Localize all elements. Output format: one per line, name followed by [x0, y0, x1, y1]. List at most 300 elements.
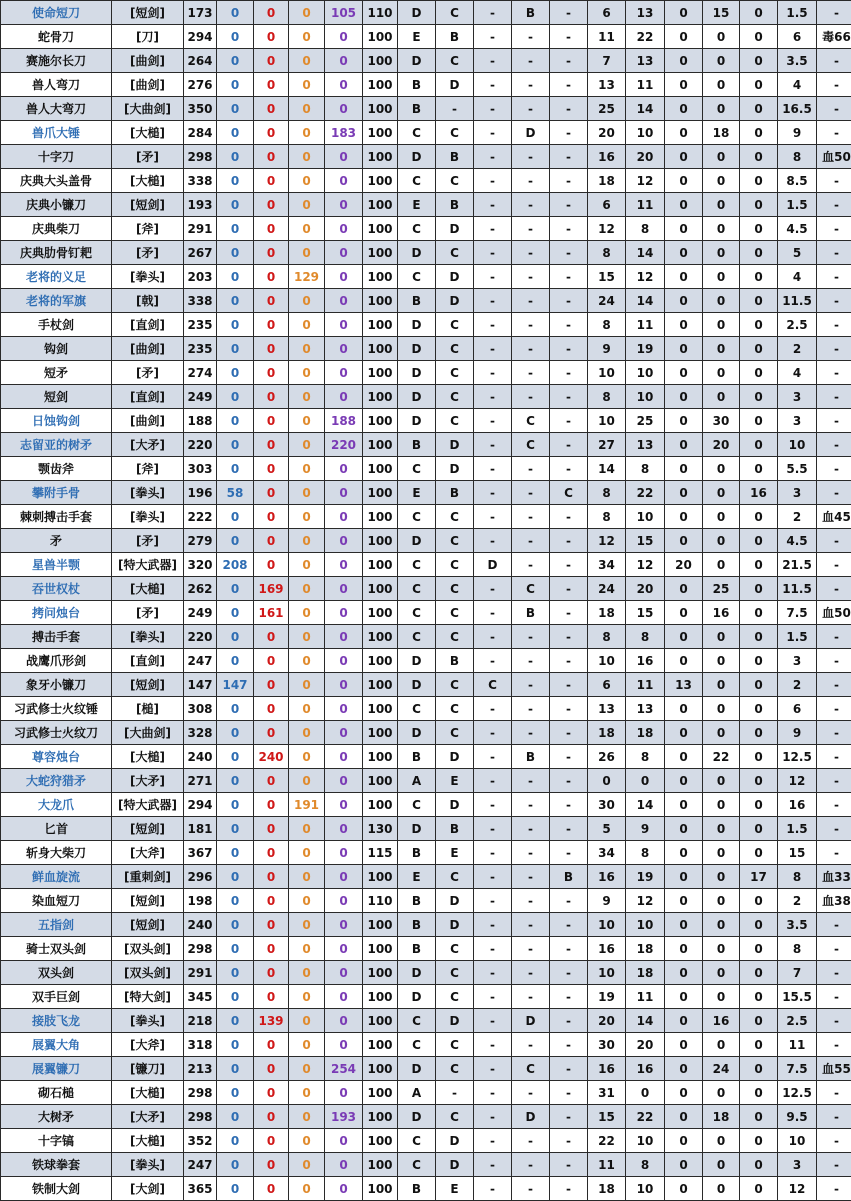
holy-attack: 183: [325, 121, 363, 145]
lightning-attack: 0: [289, 841, 325, 865]
scaling-1: C: [398, 697, 436, 721]
stability: 100: [363, 1105, 398, 1129]
scaling-5: -: [550, 817, 588, 841]
weapon-name: 搏击手套: [1, 625, 112, 649]
physical-attack: 365: [184, 1177, 217, 1201]
req-1: 5: [588, 817, 626, 841]
req-4: 0: [703, 505, 740, 529]
scaling-2: C: [436, 865, 474, 889]
magic-attack: 147: [217, 673, 254, 697]
req-1: 8: [588, 313, 626, 337]
req-5: 0: [740, 193, 778, 217]
req-2: 19: [626, 337, 665, 361]
req-1: 18: [588, 601, 626, 625]
magic-attack: 0: [217, 1057, 254, 1081]
lightning-attack: 0: [289, 49, 325, 73]
req-4: 18: [703, 121, 740, 145]
weapon-type: [斧]: [112, 457, 184, 481]
status-effect: -: [817, 817, 851, 841]
req-3: 0: [665, 121, 703, 145]
scaling-2: B: [436, 193, 474, 217]
stability: 100: [363, 697, 398, 721]
scaling-4: C: [512, 577, 550, 601]
req-1: 25: [588, 97, 626, 121]
weapon-name: 棘刺搏击手套: [1, 505, 112, 529]
holy-attack: 0: [325, 793, 363, 817]
scaling-4: -: [512, 289, 550, 313]
scaling-3: -: [474, 433, 512, 457]
req-4: 25: [703, 577, 740, 601]
lightning-attack: 0: [289, 577, 325, 601]
req-5: 0: [740, 649, 778, 673]
scaling-4: -: [512, 481, 550, 505]
req-5: 0: [740, 1129, 778, 1153]
magic-attack: 0: [217, 937, 254, 961]
magic-attack: 0: [217, 241, 254, 265]
physical-attack: 247: [184, 1153, 217, 1177]
lightning-attack: 0: [289, 769, 325, 793]
table-row: [1, 241, 851, 265]
holy-attack: 0: [325, 529, 363, 553]
scaling-4: C: [512, 409, 550, 433]
scaling-2: C: [436, 985, 474, 1009]
weight: 2: [778, 889, 817, 913]
scaling-3: -: [474, 505, 512, 529]
req-4: 0: [703, 49, 740, 73]
holy-attack: 220: [325, 433, 363, 457]
weight: 12: [778, 769, 817, 793]
weight: 4.5: [778, 217, 817, 241]
req-1: 10: [588, 361, 626, 385]
scaling-5: -: [550, 289, 588, 313]
table-row: [1, 745, 851, 769]
table-row: [1, 985, 851, 1009]
req-2: 19: [626, 865, 665, 889]
holy-attack: 0: [325, 649, 363, 673]
fire-attack: 0: [254, 193, 289, 217]
fire-attack: 0: [254, 1105, 289, 1129]
physical-attack: 318: [184, 1033, 217, 1057]
scaling-3: -: [474, 961, 512, 985]
weapon-type: [戟]: [112, 289, 184, 313]
req-1: 8: [588, 481, 626, 505]
req-3: 0: [665, 985, 703, 1009]
scaling-2: C: [436, 577, 474, 601]
status-effect: -: [817, 217, 851, 241]
table-row: [1, 49, 851, 73]
stability: 100: [363, 529, 398, 553]
status-effect: -: [817, 313, 851, 337]
req-5: 0: [740, 73, 778, 97]
scaling-1: B: [398, 289, 436, 313]
weight: 16.5: [778, 97, 817, 121]
weapon-name: 斩身大柴刀: [1, 841, 112, 865]
weight: 11: [778, 1033, 817, 1057]
status-effect: -: [817, 337, 851, 361]
magic-attack: 0: [217, 193, 254, 217]
fire-attack: 0: [254, 961, 289, 985]
req-3: 0: [665, 1177, 703, 1201]
req-3: 0: [665, 577, 703, 601]
scaling-3: -: [474, 769, 512, 793]
scaling-2: B: [436, 817, 474, 841]
status-effect: -: [817, 1033, 851, 1057]
physical-attack: 220: [184, 625, 217, 649]
req-5: 0: [740, 265, 778, 289]
req-5: 0: [740, 961, 778, 985]
magic-attack: 0: [217, 1153, 254, 1177]
weapon-name: 钩剑: [1, 337, 112, 361]
scaling-2: C: [436, 169, 474, 193]
physical-attack: 188: [184, 409, 217, 433]
req-5: 0: [740, 1081, 778, 1105]
req-1: 30: [588, 1033, 626, 1057]
fire-attack: 0: [254, 985, 289, 1009]
req-5: 0: [740, 25, 778, 49]
req-3: 0: [665, 361, 703, 385]
weapon-type: [拳头]: [112, 505, 184, 529]
req-1: 16: [588, 937, 626, 961]
req-3: 0: [665, 529, 703, 553]
physical-attack: 198: [184, 889, 217, 913]
scaling-1: D: [398, 385, 436, 409]
req-1: 15: [588, 1105, 626, 1129]
scaling-3: -: [474, 889, 512, 913]
req-1: 31: [588, 1081, 626, 1105]
weapon-type: [曲剑]: [112, 409, 184, 433]
req-5: 0: [740, 1033, 778, 1057]
weapon-type: [短剑]: [112, 673, 184, 697]
req-5: 0: [740, 385, 778, 409]
req-2: 8: [626, 745, 665, 769]
weapon-name: 日蚀钩剑: [1, 409, 112, 433]
weapon-name: 庆典肋骨钉耙: [1, 241, 112, 265]
req-4: 0: [703, 289, 740, 313]
scaling-4: B: [512, 601, 550, 625]
req-5: 0: [740, 241, 778, 265]
scaling-5: -: [550, 673, 588, 697]
stability: 100: [363, 769, 398, 793]
weight: 3: [778, 409, 817, 433]
status-effect: -: [817, 1105, 851, 1129]
weapon-type: [矛]: [112, 361, 184, 385]
req-2: 13: [626, 697, 665, 721]
scaling-1: C: [398, 793, 436, 817]
scaling-4: D: [512, 1009, 550, 1033]
fire-attack: 0: [254, 217, 289, 241]
scaling-1: C: [398, 457, 436, 481]
weapon-name: 使命短刀: [1, 1, 112, 25]
physical-attack: 262: [184, 577, 217, 601]
req-5: 0: [740, 313, 778, 337]
req-4: 0: [703, 337, 740, 361]
fire-attack: 0: [254, 505, 289, 529]
status-effect: 血45: [817, 505, 851, 529]
table-row: [1, 193, 851, 217]
weapon-type: [大矛]: [112, 433, 184, 457]
magic-attack: 0: [217, 505, 254, 529]
fire-attack: 0: [254, 913, 289, 937]
req-1: 0: [588, 769, 626, 793]
scaling-1: E: [398, 865, 436, 889]
lightning-attack: 0: [289, 1177, 325, 1201]
stability: 130: [363, 817, 398, 841]
scaling-3: -: [474, 409, 512, 433]
weight: 12: [778, 1177, 817, 1201]
req-3: 0: [665, 409, 703, 433]
magic-attack: 0: [217, 961, 254, 985]
req-1: 24: [588, 289, 626, 313]
status-effect: -: [817, 673, 851, 697]
holy-attack: 0: [325, 769, 363, 793]
fire-attack: 0: [254, 433, 289, 457]
status-effect: 毒66: [817, 25, 851, 49]
scaling-5: -: [550, 313, 588, 337]
holy-attack: 0: [325, 1081, 363, 1105]
status-effect: -: [817, 385, 851, 409]
table-row: [1, 649, 851, 673]
req-4: 0: [703, 25, 740, 49]
scaling-3: -: [474, 1177, 512, 1201]
scaling-4: -: [512, 265, 550, 289]
scaling-5: -: [550, 457, 588, 481]
scaling-2: D: [436, 745, 474, 769]
scaling-4: -: [512, 721, 550, 745]
status-effect: -: [817, 1177, 851, 1201]
req-5: 0: [740, 433, 778, 457]
scaling-5: -: [550, 745, 588, 769]
weight: 8: [778, 145, 817, 169]
magic-attack: 0: [217, 121, 254, 145]
scaling-5: -: [550, 1177, 588, 1201]
weight: 11.5: [778, 289, 817, 313]
req-3: 0: [665, 841, 703, 865]
fire-attack: 0: [254, 49, 289, 73]
status-effect: -: [817, 361, 851, 385]
scaling-2: C: [436, 49, 474, 73]
scaling-3: -: [474, 841, 512, 865]
scaling-5: -: [550, 721, 588, 745]
scaling-1: E: [398, 25, 436, 49]
fire-attack: 0: [254, 289, 289, 313]
scaling-2: C: [436, 721, 474, 745]
weapon-name: 志留亚的树矛: [1, 433, 112, 457]
physical-attack: 240: [184, 745, 217, 769]
req-4: 0: [703, 985, 740, 1009]
req-2: 10: [626, 505, 665, 529]
scaling-5: -: [550, 433, 588, 457]
req-2: 16: [626, 1057, 665, 1081]
req-4: 16: [703, 601, 740, 625]
weapon-type: [拳头]: [112, 265, 184, 289]
req-2: 14: [626, 793, 665, 817]
scaling-5: -: [550, 49, 588, 73]
table-row: [1, 289, 851, 313]
req-2: 10: [626, 1129, 665, 1153]
scaling-4: -: [512, 937, 550, 961]
table-row: [1, 169, 851, 193]
req-2: 14: [626, 241, 665, 265]
scaling-2: D: [436, 289, 474, 313]
status-effect: -: [817, 433, 851, 457]
req-2: 25: [626, 409, 665, 433]
scaling-4: -: [512, 193, 550, 217]
req-4: 0: [703, 649, 740, 673]
req-1: 10: [588, 961, 626, 985]
scaling-1: C: [398, 121, 436, 145]
fire-attack: 0: [254, 697, 289, 721]
req-5: 0: [740, 457, 778, 481]
status-effect: -: [817, 49, 851, 73]
scaling-2: C: [436, 361, 474, 385]
req-3: 0: [665, 1081, 703, 1105]
scaling-3: -: [474, 193, 512, 217]
req-3: 0: [665, 769, 703, 793]
magic-attack: 208: [217, 553, 254, 577]
weapon-type: [大槌]: [112, 169, 184, 193]
scaling-1: B: [398, 433, 436, 457]
req-4: 0: [703, 625, 740, 649]
table-row: [1, 721, 851, 745]
weapon-type: [拳头]: [112, 481, 184, 505]
scaling-2: C: [436, 1, 474, 25]
req-2: 11: [626, 193, 665, 217]
fire-attack: 0: [254, 1177, 289, 1201]
physical-attack: 203: [184, 265, 217, 289]
req-5: 0: [740, 505, 778, 529]
weapon-type: [拳头]: [112, 1009, 184, 1033]
scaling-3: -: [474, 913, 512, 937]
weight: 5: [778, 241, 817, 265]
stability: 100: [363, 937, 398, 961]
weapon-name: 庆典小镰刀: [1, 193, 112, 217]
scaling-3: -: [474, 793, 512, 817]
physical-attack: 279: [184, 529, 217, 553]
req-3: 0: [665, 865, 703, 889]
scaling-4: -: [512, 961, 550, 985]
weapon-name: 习武修士火纹锤: [1, 697, 112, 721]
holy-attack: 0: [325, 73, 363, 97]
weapon-type: [大槌]: [112, 1081, 184, 1105]
req-4: 0: [703, 721, 740, 745]
table-row: [1, 889, 851, 913]
weight: 7: [778, 961, 817, 985]
scaling-4: -: [512, 913, 550, 937]
req-4: 0: [703, 769, 740, 793]
weapon-name: 赛施尔长刀: [1, 49, 112, 73]
weight: 10: [778, 1129, 817, 1153]
req-5: 0: [740, 1177, 778, 1201]
magic-attack: 58: [217, 481, 254, 505]
req-1: 34: [588, 553, 626, 577]
scaling-2: E: [436, 841, 474, 865]
scaling-4: -: [512, 1081, 550, 1105]
stability: 100: [363, 433, 398, 457]
fire-attack: 0: [254, 937, 289, 961]
stability: 100: [363, 361, 398, 385]
req-5: 0: [740, 937, 778, 961]
stability: 110: [363, 1, 398, 25]
req-4: 0: [703, 385, 740, 409]
scaling-4: -: [512, 841, 550, 865]
scaling-2: C: [436, 937, 474, 961]
lightning-attack: 0: [289, 673, 325, 697]
weapon-type: [大曲剑]: [112, 721, 184, 745]
physical-attack: 298: [184, 1105, 217, 1129]
lightning-attack: 0: [289, 1009, 325, 1033]
scaling-1: E: [398, 193, 436, 217]
weapon-name: 颚齿斧: [1, 457, 112, 481]
magic-attack: 0: [217, 217, 254, 241]
scaling-1: D: [398, 241, 436, 265]
table-row: [1, 313, 851, 337]
req-3: 20: [665, 553, 703, 577]
scaling-3: -: [474, 1081, 512, 1105]
weapon-type: [曲剑]: [112, 337, 184, 361]
req-4: 0: [703, 913, 740, 937]
weapon-name: 接肢飞龙: [1, 1009, 112, 1033]
req-2: 12: [626, 265, 665, 289]
stability: 100: [363, 985, 398, 1009]
weapon-type: [镰刀]: [112, 1057, 184, 1081]
fire-attack: 0: [254, 361, 289, 385]
holy-attack: 0: [325, 865, 363, 889]
stability: 100: [363, 721, 398, 745]
status-effect: -: [817, 97, 851, 121]
req-3: 0: [665, 25, 703, 49]
scaling-4: B: [512, 745, 550, 769]
weight: 2: [778, 505, 817, 529]
weapon-name: 鲜血旋流: [1, 865, 112, 889]
scaling-4: -: [512, 697, 550, 721]
lightning-attack: 0: [289, 169, 325, 193]
fire-attack: 0: [254, 793, 289, 817]
table-row: [1, 913, 851, 937]
req-5: 0: [740, 1057, 778, 1081]
scaling-5: -: [550, 217, 588, 241]
fire-attack: 0: [254, 529, 289, 553]
req-2: 0: [626, 1081, 665, 1105]
status-effect: -: [817, 769, 851, 793]
physical-attack: 350: [184, 97, 217, 121]
physical-attack: 173: [184, 1, 217, 25]
scaling-1: D: [398, 409, 436, 433]
weight: 2: [778, 337, 817, 361]
scaling-3: -: [474, 481, 512, 505]
status-effect: -: [817, 1129, 851, 1153]
holy-attack: 0: [325, 169, 363, 193]
physical-attack: 147: [184, 673, 217, 697]
req-1: 10: [588, 913, 626, 937]
req-3: 0: [665, 649, 703, 673]
req-5: 0: [740, 529, 778, 553]
fire-attack: 0: [254, 817, 289, 841]
weapon-name: 双手巨剑: [1, 985, 112, 1009]
scaling-5: -: [550, 577, 588, 601]
scaling-1: B: [398, 745, 436, 769]
holy-attack: 0: [325, 145, 363, 169]
fire-attack: 0: [254, 673, 289, 697]
scaling-2: C: [436, 625, 474, 649]
weapon-name: 十字镐: [1, 1129, 112, 1153]
fire-attack: 0: [254, 1057, 289, 1081]
fire-attack: 0: [254, 241, 289, 265]
holy-attack: 0: [325, 1129, 363, 1153]
req-5: 0: [740, 169, 778, 193]
req-2: 11: [626, 673, 665, 697]
weapon-name: 铁球拳套: [1, 1153, 112, 1177]
weight: 1.5: [778, 193, 817, 217]
